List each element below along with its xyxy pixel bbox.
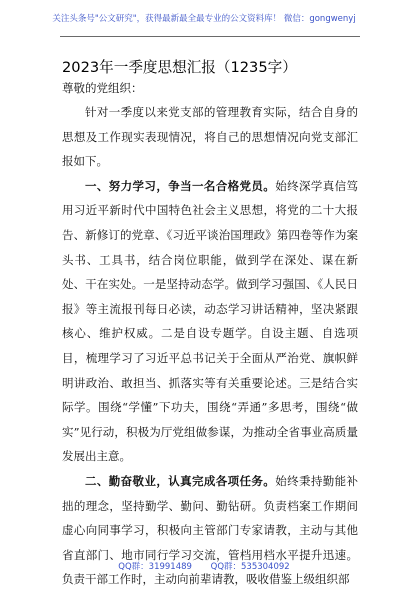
section-heading: 一、努力学习，争当一名合格党员。 <box>85 178 276 193</box>
salutation: 尊敬的党组织： <box>62 81 143 95</box>
header-banner: 关注头条号"公文研究"，获得最新最全最专业的公文资料库！ 微信：gongwenyj <box>52 14 356 24</box>
paragraph-text: 针对一季度以来党支部的管理教育实际，结合自身的思想及工作现实表现情况，将自己的思想情况向党支部汇报如下。 <box>62 105 358 169</box>
paragraph-section-1 <box>62 174 358 469</box>
document-title: 2023年一季度思想汇报（1235字） <box>62 59 297 76</box>
paragraph-text: 始终秉持勤能补拙的理念，坚持勤学、勤问、勤钻研。负责档案工作期间虚心向同事学习，积极向主管部门专家请教，主动与其他省直部门、地市同行学习交流，管档用档水平提升迅速。负责干部工作时，主动向前辈请教，吸收借鉴上级组织部 <box>62 473 359 587</box>
footer <box>0 560 408 572</box>
qq-group-1: QQ群：31991489 <box>118 562 192 572</box>
paragraph-text: 始终深学真信笃用习近平新时代中国特色社会主义思想，将党的二十大报告、新修订的党章、《习近平谈治国理政》第四卷等作为案头书、工具书，结合岗位职能，做到学在深处、谋在新处、干在实处。一是坚持动态学。做到学习强国、《人民日报》等主流报刊每日必读，动态学习讲话精神，坚决紧跟核心、维护权威。二是自设专题学。自设主题、自选项目，梳理学习了习近平总书记关于全面从严治党、旗帜鲜明讲政治、敢担当、抓落实等有关重要论述。三是结合实际学。围绕“学懂”下功夫，围绕“弄通”多思考，围绕“做实”见行动，积极为厅党组做参谋，为推动全省事业高质量发展出主意。 <box>62 178 359 464</box>
document-body <box>62 100 358 592</box>
paragraph-intro <box>62 100 358 174</box>
paragraph-section-2 <box>62 469 358 592</box>
section-heading: 二、勤奋敬业，认真完成各项任务。 <box>85 473 276 488</box>
qq-group-2: QQ群：535304092 <box>210 562 290 572</box>
header-divider <box>60 36 360 37</box>
